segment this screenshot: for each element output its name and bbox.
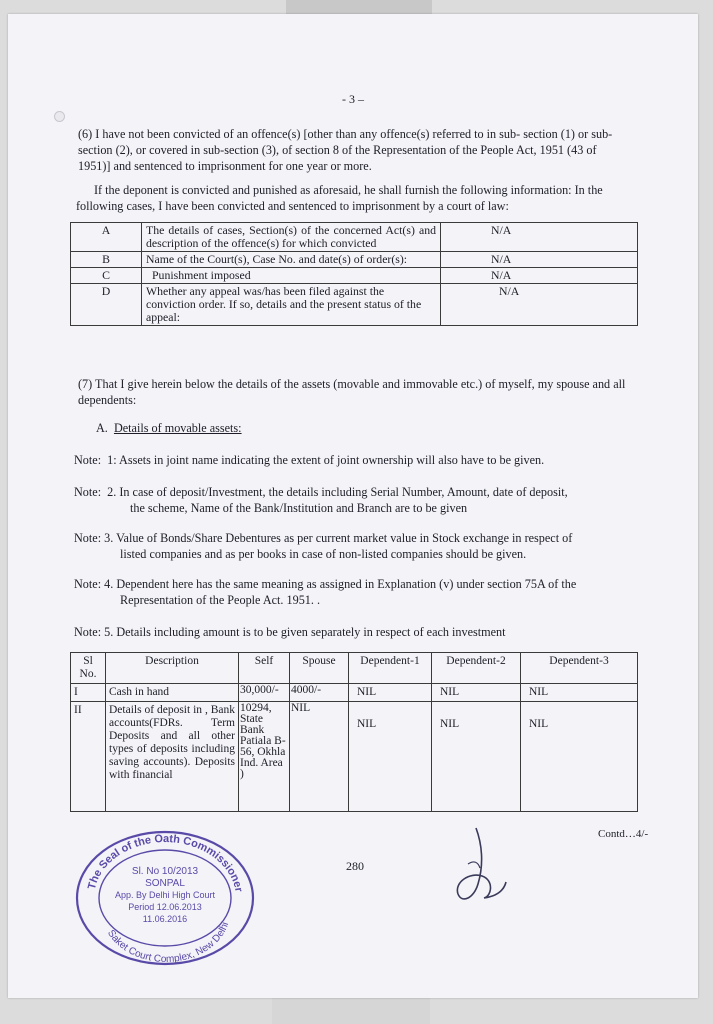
paragraph-6b: If the deponent is convicted and punished as aforesaid, he shall furnish the following information: In the following cases, I have been convicted and sentenced to imprisonment by a court of law: — [76, 183, 603, 213]
seal-line-4: Period 12.06.2013 — [128, 902, 202, 912]
paragraph-7: (7) That I give herein below the details of the assets (movable and immovable etc.) of myself, my spouse and all dependents: — [78, 377, 626, 407]
page-number: - 3 – — [342, 92, 364, 106]
note-1: Note: 1: Assets in joint name indicating the extent of joint ownership will also have to be given. — [74, 453, 545, 467]
note-4-line2: Representation of the People Act. 1951. . — [120, 593, 321, 607]
seal-ring-text: The Seal of the Oath Commissioner — [85, 832, 245, 893]
table-row: C Punishment imposed N/A — [71, 268, 638, 284]
section-a-heading: A. Details of movable assets: — [96, 421, 242, 435]
table-header-row: Sl No. Description Self Spouse Dependent-1 Dependent-2 Dependent-3 — [71, 653, 638, 684]
seal-line-3: App. By Delhi High Court — [114, 890, 216, 900]
svg-text:Saket Court Complex, New Delhi — [105, 921, 231, 965]
note-2-line2: the scheme, Name of the Bank/Institution and Branch are to be given — [130, 501, 468, 515]
assets-table — [70, 652, 638, 812]
oath-commissioner-seal — [72, 826, 258, 966]
scanner-clip-bottom — [272, 996, 430, 1024]
seal-bottom-text: Saket Court Complex, New Delhi — [105, 920, 232, 966]
table-row: A The details of cases, Section(s) of the concerned Act(s) and description of the offence(s) for which convicted N/A — [71, 223, 638, 252]
note-5: Note: 5. Details including amount is to be given separately in respect of each investment — [74, 625, 506, 639]
conviction-table — [70, 222, 638, 326]
note-3: Note: 3. Value of Bonds/Share Debentures as per current market value in Stock exchange in respect of — [74, 531, 573, 545]
paragraph-6: (6) I have not been convicted of an offence(s) [other than any offence(s) referred to in sub- section (1) or sub-section (2), or covered in sub-section (3), of section 8 of the Representation of the People Act, 1951 (43 of 1951)] and sentenced to imprisonment for one year or more. — [78, 127, 613, 173]
signature — [448, 824, 508, 910]
table-row: I Cash in hand 30,000/- 4000/- NIL NIL NIL — [71, 684, 638, 702]
punch-hole — [54, 111, 65, 122]
document-page — [8, 14, 698, 998]
table-row: II Details of deposit in , Bank accounts(FDRs. Term Deposits and all other types of deposits including saving accounts). Deposits with financial 10294, State Bank Patiala B-56, Okhla Ind. Area ) NIL NIL NIL NIL — [71, 702, 638, 812]
continued-note: Contd…4/- — [598, 828, 649, 840]
note-4: Note: 4. Dependent here has the same meaning as assigned in Explanation (v) under section 75A of the — [74, 577, 577, 591]
seal-line-5: 11.06.2016 — [142, 914, 188, 924]
table-row: B Name of the Court(s), Case No. and date(s) of order(s): N/A — [71, 252, 638, 268]
table-row: D Whether any appeal was/has been filed against the conviction order. If so, details and the present status of the appeal: N/A — [71, 284, 638, 326]
seal-line-2: SONPAL — [145, 878, 185, 889]
seal-line-1: Sl. No 10/2013 — [131, 866, 199, 877]
note-2: Note: 2. In case of deposit/Investment, the details including Serial Number, Amount, date of deposit, — [74, 485, 568, 499]
note-3-line2: listed companies and as per books in case of non-listed companies should be given. — [120, 547, 527, 561]
footer-page-number: 280 — [346, 859, 364, 873]
